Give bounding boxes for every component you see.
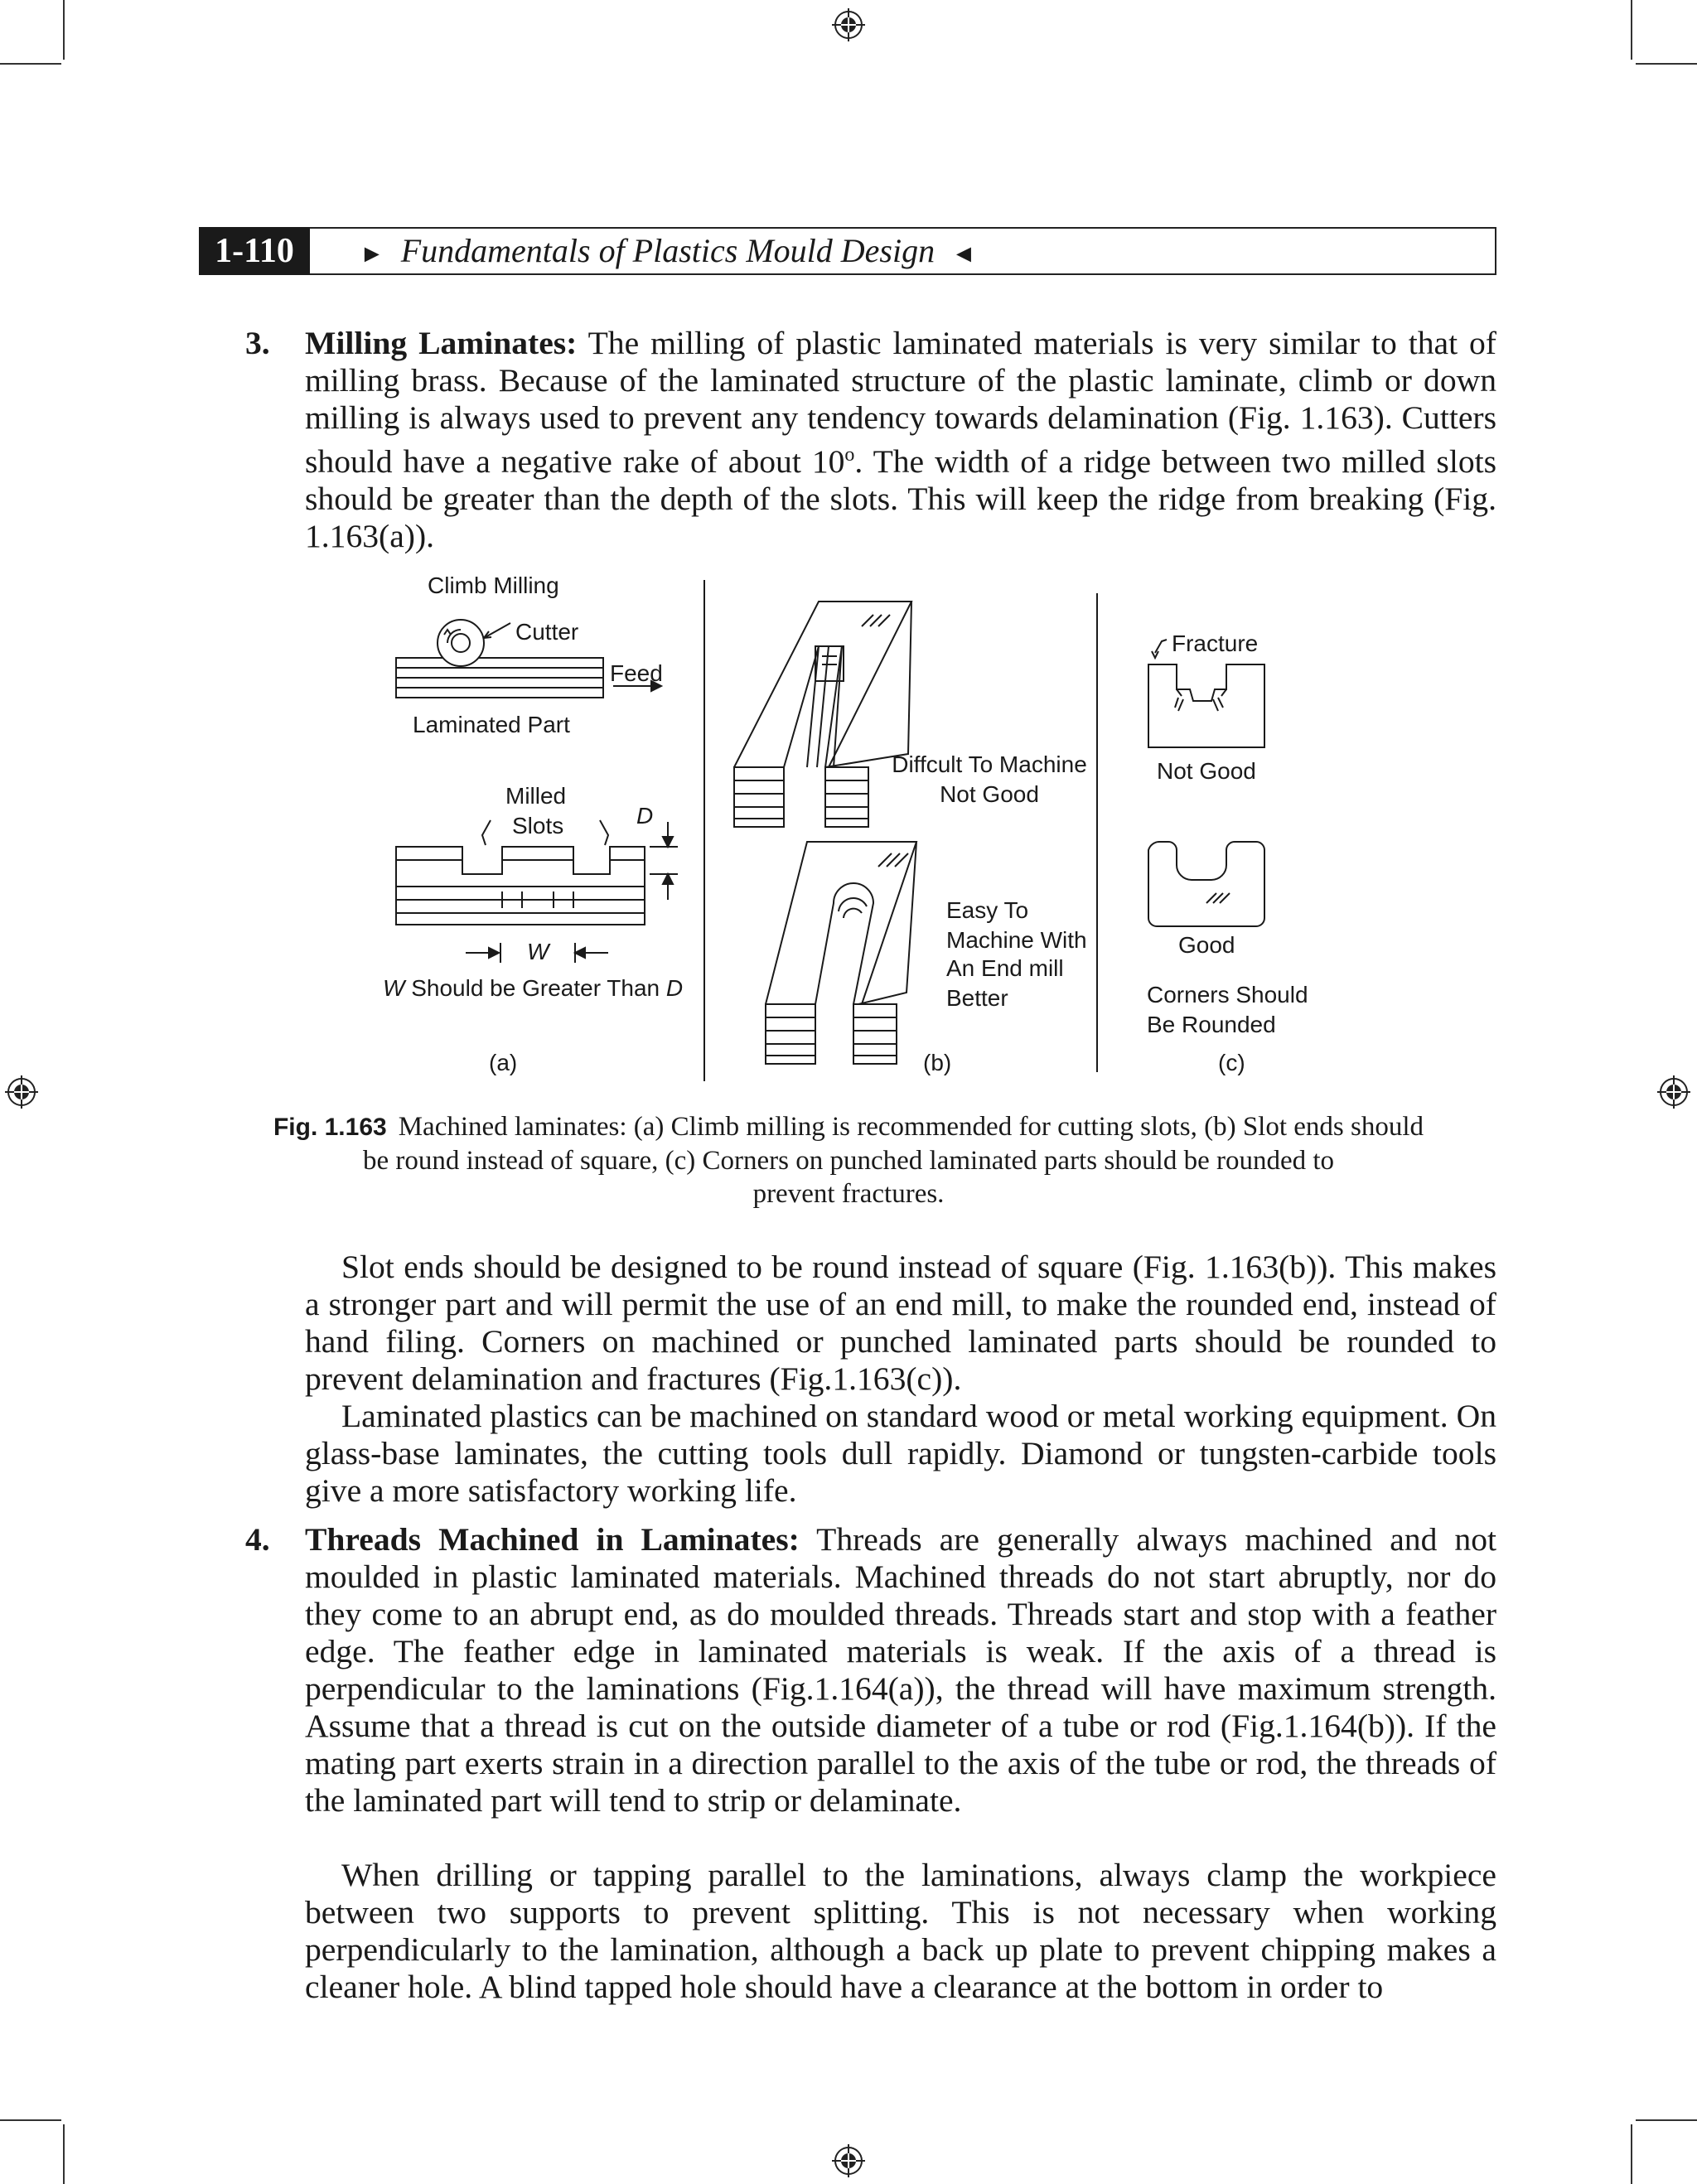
left-triangle-icon: ◄ [951,240,976,268]
crop-mark [63,2124,65,2184]
registration-mark-icon [830,7,867,43]
feed-label: Feed [610,660,663,686]
registration-mark-icon [830,2143,867,2179]
cutter-label: Cutter [515,619,579,645]
w-rule-text: Should be Greater Than [404,975,666,1001]
section-text-continued: . The width of a ridge between two milled slots should be greater than the depth of the slots. This will keep the ridge from breaking (Fig. 1.163(a)). [305,443,1497,555]
section-heading: Milling Laminates: [305,325,578,361]
good-label: Good [1178,932,1235,958]
book-title [343,229,993,273]
climb-milling-label: Climb Milling [428,573,559,598]
rounded-label-line2: Be Rounded [1147,1012,1276,1037]
difficult-label-line1: Diffcult To Machine [892,751,1087,777]
cutter-leader [484,623,510,638]
paragraph-slot-ends: Slot ends should be designed to be round instead of square (Fig. 1.163(b)). This makes a stronger part and will permit the use of an end mill, to make the rounded end, instead of hand filing. Corners on machined or punched laminated parts should be rounded to prevent delamination and fractures (Fig.1.163(c)). [305,1249,1496,1397]
easy-label-line3: An End mill [946,955,1064,981]
section-text: Threads are generally always machined and not moulded in plastic laminated materials. Machined threads do not start abruptly, nor do they come to an abrupt end, as do moulded threads. Threads start and stop with a feather edge. The feather edge in laminated materials is weak. If the axis of a thread is perpendicular to the laminations (Fig.1.164(a)), the thread will have maximum strength. Assume that a thread is cut on the outside diameter of a tube or rod (Fig.1.164(b)). If the mating part exerts strain in a direction parallel to the axis of the tube or rod, the threads of the laminated part will tend to strip or delaminate. [305,1521,1496,1819]
not-good-label: Not Good [1157,758,1256,784]
crop-mark [1631,2124,1632,2184]
paragraph-drilling: When drilling or tapping parallel to the laminations, always clamp the workpiece between two supports to prevent splitting. This is not necessary when working perpendicularly to the lamination, although a back up plate to prevent chipping makes a cleaner hole. A blind tapped hole should have a clearance at the bottom in order to [305,1857,1496,2005]
panel-label-c: (c) [1218,1050,1245,1075]
rounded-slot-block-drawing [766,842,916,1064]
section-heading: Threads Machined in Laminates: [305,1521,800,1558]
section-text: The milling of plastic laminated materials is very similar to that of milling brass. Because of the laminated structure of the plastic laminate, climb or down milling is always used to prevent any tendency towards delamination (Fig. 1.163). Cutters should have a negative rake of about 10 [305,325,1496,481]
milled-slots-drawing [396,847,645,925]
panel-label-a: (a) [489,1050,518,1075]
laminated-part-label: Laminated Part [413,712,570,737]
w-rule-d: D [665,975,684,1001]
milled-label: Milled [505,783,567,809]
book-title-text: Fundamentals of Plastics Mould Design [400,232,936,269]
fracture-leader [1155,640,1167,653]
slots-label: Slots [512,813,564,838]
paragraph-laminated-plastics: Laminated plastics can be machined on standard wood or metal working equipment. On glass-base laminates, the cutting tools dull rapidly. Diamond or tungsten-carbide tools give a more satisfactory working life. [305,1398,1496,1509]
easy-label-line4: Better [946,985,1008,1011]
cutter-icon [438,620,484,666]
section-milling-laminates [305,325,1496,555]
easy-label-line2: Machine With [946,927,1087,953]
registration-mark-icon [3,1074,40,1110]
w-label: W [527,939,549,964]
section-number: 3. [245,325,270,361]
degree-superscript: o [844,444,855,466]
crop-mark [63,0,65,60]
caption-label: Fig. 1.163 [273,1114,387,1141]
figure-1-163 [365,572,1342,1085]
slot-leader [600,820,608,845]
crop-mark [0,2119,61,2121]
panel-label-b: (b) [923,1050,952,1075]
fracture-label: Fracture [1172,631,1259,656]
slot-leader [482,820,491,845]
square-slot-block-drawing [734,602,911,827]
crop-mark [1631,0,1632,60]
rounded-part-drawing [1148,842,1264,926]
crop-mark [0,63,61,65]
caption-line-2: be round instead of square, (c) Corners on punched laminated parts should be rounded to [362,1146,1335,1176]
page-number: 1-110 [199,227,310,275]
caption-line-1: Fig. 1.163 Machined laminates: (a) Climb milling is recommended for cutting slots, (b) Slot ends should [273,1112,1424,1142]
w-rule-w: W [383,975,405,1001]
registration-mark-icon [1656,1074,1692,1110]
section-number: 4. [245,1521,270,1558]
running-header [199,227,1496,275]
section-threads [305,1521,1496,1819]
caption-line-3: prevent fractures. [752,1179,945,1209]
crop-mark [1636,63,1697,65]
figure-caption [219,1110,1478,1210]
easy-label-line1: Easy To [946,897,1029,923]
crop-mark [1636,2119,1697,2121]
w-rule-label [383,974,683,1003]
d-label: D [636,803,654,829]
right-triangle-icon: ► [360,240,384,268]
laminated-part-drawing [396,658,603,698]
rounded-label-line1: Corners Should [1147,982,1308,1007]
difficult-label-line2: Not Good [940,781,1039,807]
